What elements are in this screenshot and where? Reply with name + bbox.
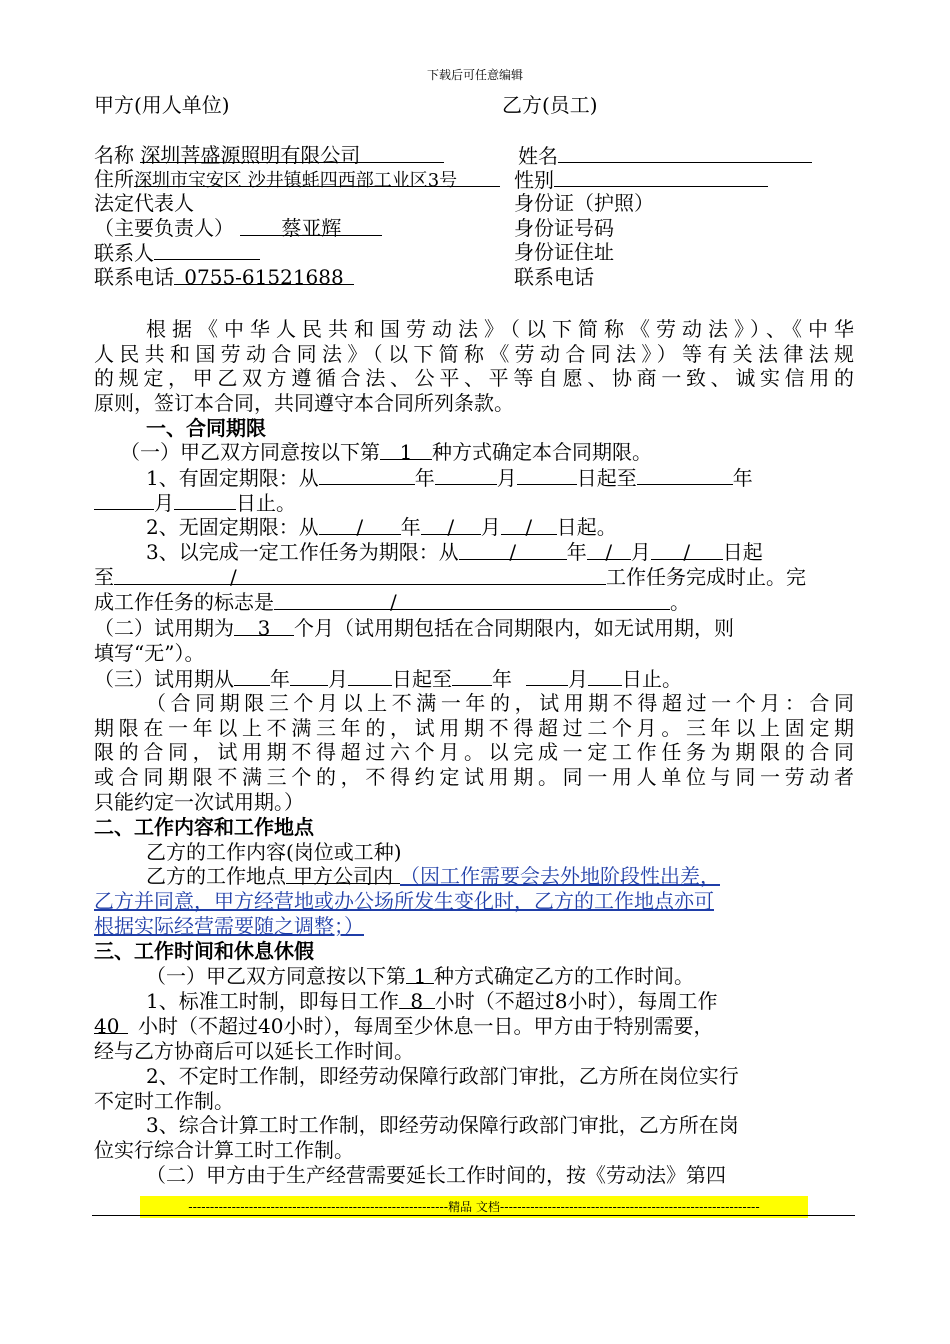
rep-label: 法定代表人 (94, 191, 194, 215)
name-field: 深圳菩盛源照明有限公司 (140, 143, 444, 163)
s3-p2: （二）甲方由于生产经营需要延长工作时间的，按《劳动法》第四 (146, 1163, 726, 1187)
s1-note-5: 只能约定一次试用期。） (94, 790, 304, 814)
phone-label: 联系电话 (94, 265, 174, 289)
footer-rule (92, 1215, 855, 1216)
b-gender-label: 性别 (514, 168, 554, 192)
phone-row (94, 265, 354, 289)
intro-line-3: 的规定，甲乙双方遵循合法、公平、平等自愿、协商一致、诚实信用的 (94, 366, 854, 390)
s3-comp-1: 3、综合计算工时工作制，即经劳动保障行政部门审批，乙方所在岗 (146, 1113, 739, 1137)
s2-content: 乙方的工作内容(岗位或工种) (146, 840, 402, 864)
contact-row (94, 240, 260, 265)
name-label: 名称 (94, 143, 134, 167)
s1-p1-field: 1 (380, 440, 432, 460)
party-b-name-row (518, 143, 812, 168)
party-a-heading: 甲方(用人单位) (94, 93, 230, 117)
s3-std: 1、标准工时制，即每日工作 8 小时（不超过8小时），每周工作 (146, 989, 718, 1013)
party-b-gender-row (514, 167, 768, 192)
s1-nofixed: 2、无固定期限：从 / 年 / 月 / 日起。 (146, 515, 617, 539)
s3-comp-2: 位实行综合计算工时工作制。 (94, 1138, 354, 1162)
s1-trial-2: 填写“无”）。 (94, 641, 205, 665)
party-a-addr-row (94, 167, 500, 191)
resp-row (94, 216, 382, 240)
s1-task-3: 成工作任务的标志是 / 。 (94, 590, 690, 614)
section-1-title: 一、合同期限 (146, 416, 266, 440)
s1-note-4: 或合同期限不满三个的，不得约定试用期。同一用人单位与同一劳动者 (94, 765, 854, 789)
intro-line-1: 根据《中华人民共和国劳动法》（以下简称《劳动法》）、《中华 (146, 317, 854, 341)
s1-note-3: 限的合同，试用期不得超过六个月。以完成一定工作任务为期限的合同 (94, 740, 854, 764)
b-phone-label: 联系电话 (514, 265, 594, 289)
b-id-no-label: 身份证号码 (514, 216, 614, 240)
footer-text: 精品 文档 (448, 1200, 500, 1214)
s2-place-link-3[interactable]: 根据实际经营需要随之调整；） (94, 914, 364, 938)
page-header: 下载后可任意编辑 (426, 68, 523, 82)
s2-place-2 (94, 889, 714, 913)
s3-p1: （一）甲乙双方同意按以下第 1 种方式确定乙方的工作时间。 (146, 964, 694, 988)
b-name-label: 姓名 (518, 144, 558, 168)
s1-note-2: 期限在一年以上不满三年的，试用期不得超过二个月。三年以上固定期 (94, 716, 854, 740)
s3-flex-1: 2、不定时工作制，即经劳动保障行政部门审批，乙方所在岗位实行 (146, 1064, 739, 1088)
b-gender-field (554, 167, 768, 187)
section-2-title: 二、工作内容和工作地点 (94, 815, 314, 839)
resp-label: （主要负责人） (94, 216, 234, 240)
section-3-title: 三、工作时间和休息休假 (94, 939, 314, 963)
resp-field: 蔡亚辉 (240, 216, 382, 236)
s2-place-link-2[interactable]: 乙方并同意，甲方经营地或办公场所发生变化时，乙方的工作地点亦可 (94, 889, 714, 913)
intro-line-4: 原则，签订本合同，共同遵守本合同所列条款。 (94, 391, 514, 415)
s3-std-2: 40 小时（不超过40小时），每周至少休息一日。甲方由于特别需要， (94, 1014, 714, 1038)
footer-bar: ------------------------------------------------------------精品 文档------------------------------------------------------------ (140, 1196, 808, 1218)
contact-field (154, 240, 260, 260)
s1-fixed: 1、有固定期限：从 年 月 日起至 年 (146, 466, 753, 490)
s1-note-1: （合同期限三个月以上不满一年的，试用期不得超过一个月：合同 (146, 691, 854, 715)
s2-place-link-1[interactable]: （因工作需要会去外地阶段性出差， (400, 864, 720, 888)
s1-trial-period: （三）试用期从 年 月 日起至 年 月 日止。 (94, 667, 682, 691)
s2-place: 乙方的工作地点 甲方公司内 （因工作需要会去外地阶段性出差， (146, 864, 720, 888)
phone-field: 0755-61521688 (174, 265, 354, 285)
b-id-label: 身份证（护照） (514, 191, 654, 215)
addr-label: 住所 (94, 167, 134, 191)
party-b-heading: 乙方(员工) (502, 93, 598, 117)
s2-place-3 (94, 914, 364, 938)
s3-std-3: 经与乙方协商后可以延长工作时间。 (94, 1039, 414, 1063)
intro-line-2: 人民共和国劳动合同法》（以下简称《劳动合同法》）等有关法律法规 (94, 342, 854, 366)
party-a-name-row (94, 143, 444, 167)
addr-field: 深圳市宝安区 沙井镇蚝四西部工业区3号 (134, 167, 500, 187)
b-name-field (558, 143, 812, 163)
contact-label: 联系人 (94, 241, 154, 265)
s3-flex-2: 不定时工作制。 (94, 1089, 234, 1113)
s1-fixed-2: 月 日止。 (94, 490, 296, 515)
s1-task: 3、以完成一定工作任务为期限：从 / 年 / 月 / 日起 (146, 540, 763, 564)
s1-task-2: 至 / 工作任务完成时止。完 (94, 565, 806, 589)
b-id-addr-label: 身份证住址 (514, 240, 614, 264)
s1-trial: （二）试用期为 3 个月（试用期包括在合同期限内，如无试用期，则 (94, 616, 734, 640)
s1-p1: （一）甲乙双方同意按以下第 1 种方式确定本合同期限。 (120, 440, 652, 464)
